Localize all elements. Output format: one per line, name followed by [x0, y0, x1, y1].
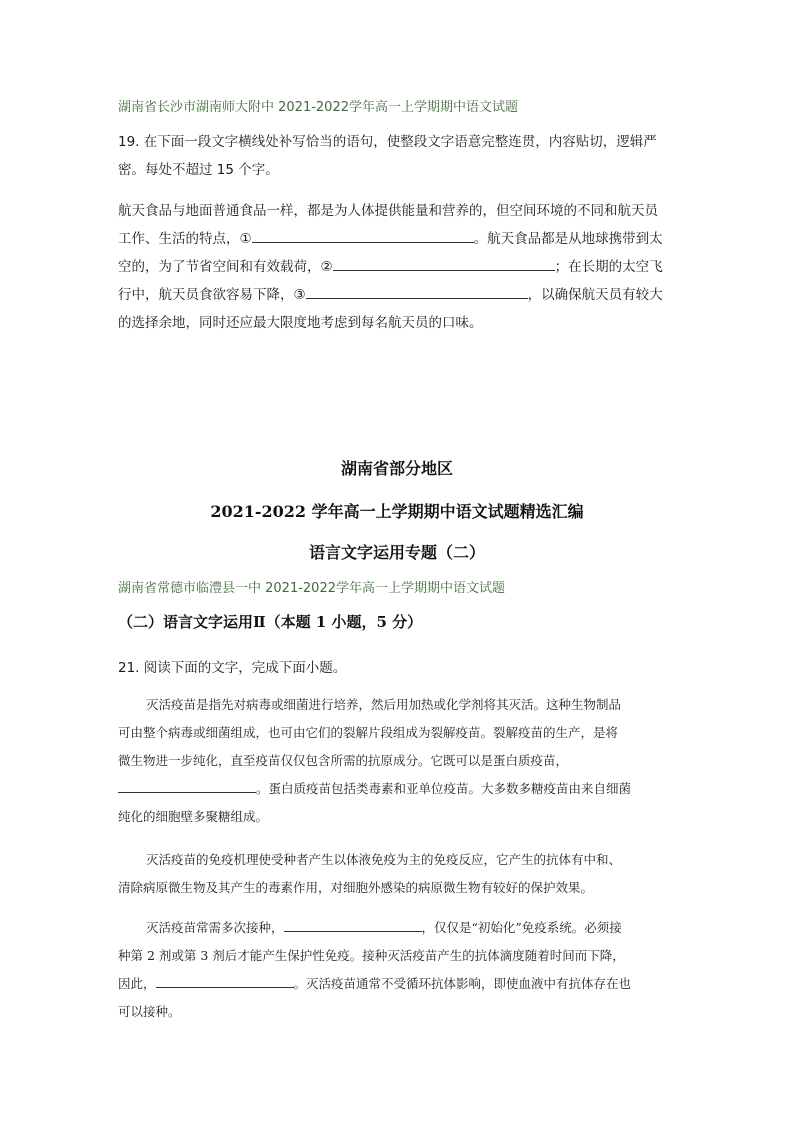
question-19-line-1: 19. 在下面一段文字横线处补写恰当的语句，使整段文字语意完整连贯，内容贴切，逻辑严 — [118, 134, 657, 150]
article-p1-line-1: 灭活疫苗是指先对病毒或细菌进行培养，然后用加热或化学剂将其灭活。这种生物制品 — [146, 697, 622, 712]
article-p1-line-4 — [118, 779, 631, 797]
question-21: 21. 阅读下面的文字，完成下面小题。 — [118, 660, 347, 676]
text: 。蛋白质疫苗包括类毒素和亚单位疫苗。大多数多糖疫苗由来自细菌 — [256, 781, 632, 796]
article-p2-line-2: 清除病原微生物及其产生的毒素作用，对细胞外感染的病原微生物有较好的保护效果。 — [118, 880, 594, 895]
text: 灭活疫苗常需多次接种， — [146, 920, 284, 935]
text: 因此， — [118, 976, 156, 991]
text: 。灭活疫苗通常不受循环抗体影响，即使血液中有抗体存在也 — [293, 976, 632, 991]
source-line-2: 湖南省常德市临澧县一中 2021-2022学年高一上学期期中语文试题 — [118, 581, 505, 596]
source-line-1: 湖南省长沙市湖南师大附中 2021-2022学年高一上学期期中语文试题 — [118, 100, 518, 115]
compilation-title-2: 2021-2022 学年高一上学期期中语文试题精选汇编 — [210, 502, 584, 521]
answer-blank-3[interactable] — [306, 286, 528, 299]
article-p1-line-5: 纯化的细胞壁多聚糖组成。 — [118, 809, 269, 824]
compilation-title-3: 语言文字运用专题（二） — [308, 543, 485, 562]
text: 空的，为了节省空间和有效载荷，② — [118, 259, 333, 275]
question-19-line-2: 密。每处不超过 15 个字。 — [118, 162, 279, 178]
text: 工作、生活的特点，① — [118, 231, 252, 247]
passage-1-line-4 — [118, 283, 663, 303]
passage-1-line-2 — [118, 227, 663, 247]
article-p1-line-3: 微生物进一步纯化，直至疫苗仅仅包含所需的抗原成分。它既可以是蛋白质疫苗， — [118, 753, 569, 768]
compilation-title-1: 湖南省部分地区 — [340, 459, 453, 478]
article-p3-line-4: 可以接种。 — [118, 1004, 181, 1019]
article-p2-line-1: 灭活疫苗的免疫机理使受种者产生以体液免疫为主的免疫反应，它产生的抗体有中和、 — [146, 852, 622, 867]
passage-1-line-5: 的选择余地，同时还应最大限度地考虑到每名航天员的口味。 — [118, 315, 483, 331]
answer-blank-5[interactable] — [284, 919, 422, 932]
answer-blank-1[interactable] — [252, 230, 474, 243]
answer-blank-6[interactable] — [156, 975, 294, 988]
text: ，仅仅是“初始化”免疫系统。必须接 — [421, 920, 622, 935]
text: 行中，航天员食欲容易下降，③ — [118, 287, 306, 303]
section-header: （二）语言文字运用Ⅱ（本题 1 小题，5 分） — [118, 613, 423, 631]
answer-blank-2[interactable] — [333, 258, 555, 271]
article-p1-line-2: 可由整个病毒或细菌组成，也可由它们的裂解片段组成为裂解疫苗。裂解疫苗的生产，是将 — [118, 725, 619, 740]
article-p3-line-1 — [146, 918, 622, 936]
passage-1-line-3 — [118, 255, 663, 275]
answer-blank-4[interactable] — [118, 780, 256, 793]
article-p3-line-3 — [118, 974, 631, 992]
text: 。航天食品都是从地球携带到太 — [473, 231, 663, 247]
article-p3-line-2: 种第 2 剂或第 3 剂后才能产生保护性免疫。接种灭活疫苗产生的抗体滴度随着时间而下降， — [118, 948, 625, 963]
text: ；在长期的太空飞 — [554, 259, 663, 275]
passage-1-line-1: 航天食品与地面普通食品一样，都是为人体提供能量和营养的，但空间环境的不同和航天员 — [118, 203, 658, 219]
text: ，以确保航天员有较大 — [527, 287, 663, 303]
